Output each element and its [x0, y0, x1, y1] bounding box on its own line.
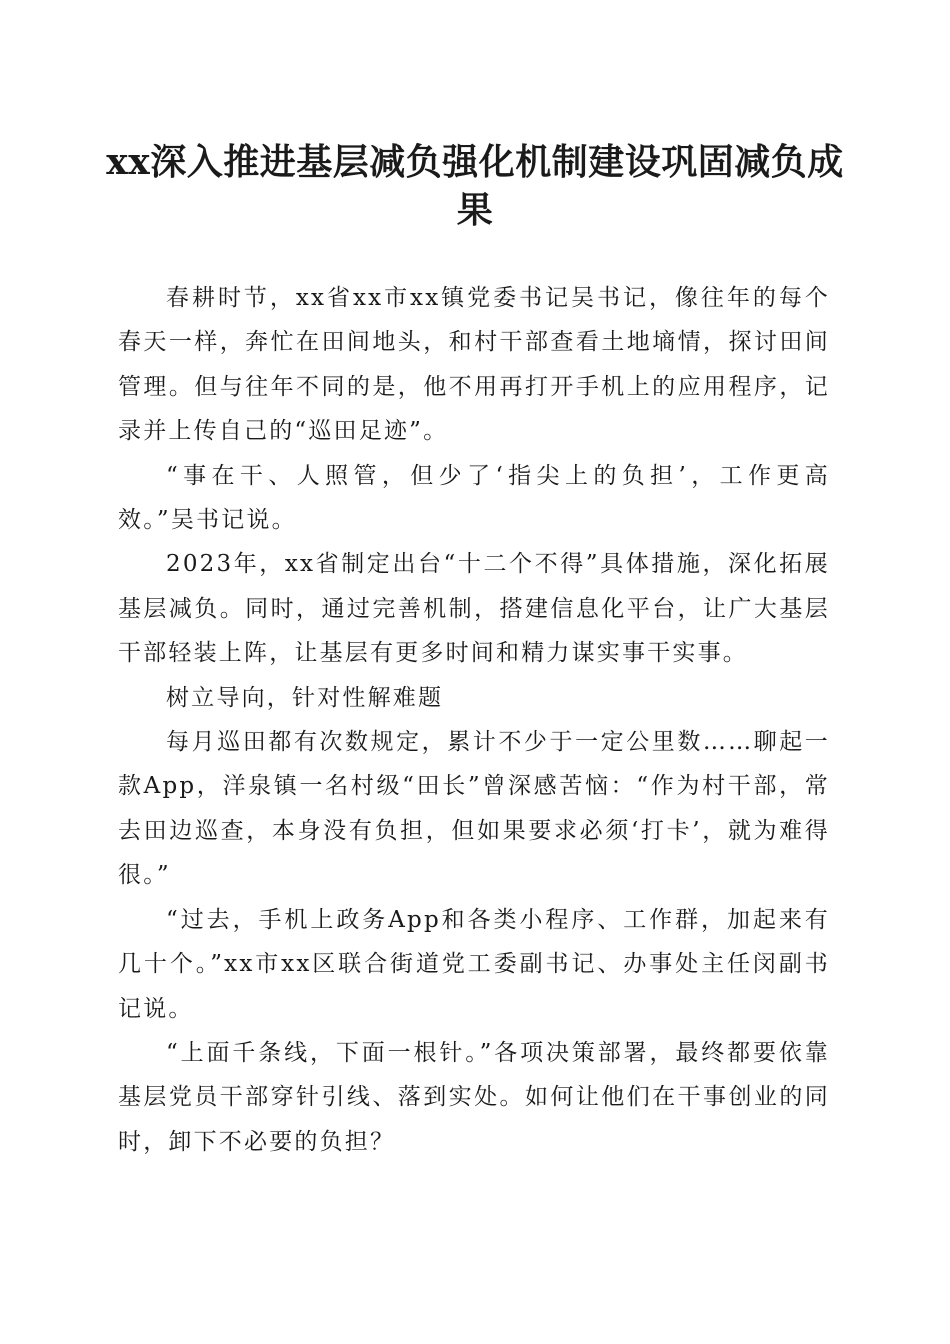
paragraph: “事在干、人照管，但少了‘指尖上的负担’，工作更高效。”吴书记说。 — [118, 462, 830, 534]
document-body — [118, 276, 830, 1164]
paragraph: 2023年，xx省制定出台“十二个不得”具体措施，深化拓展基层减负。同时，通过完善机制，搭建信息化平台，让广大基层干部轻装上阵，让基层有更多时间和精力谋实事干实事。 — [118, 551, 830, 667]
document-title: xx深入推进基层减负强化机制建设巩固减负成果 — [106, 141, 844, 231]
paragraph: 每月巡田都有次数规定，累计不少于一定公里数……聊起一款App，洋泉镇一名村级“田长”曾深感苦恼：“作为村干部，常去田边巡查，本身没有负担，但如果要求必须‘打卡’，就为难得很。” — [118, 729, 830, 889]
paragraph: “上面千条线，下面一根针。”各项决策部署，最终都要依靠基层党员干部穿针引线、落到实处。如何让他们在干事创业的同时，卸下不必要的负担？ — [118, 1039, 830, 1155]
section-heading: 树立导向，针对性解难题 — [166, 684, 444, 711]
paragraph: “过去，手机上政务App和各类小程序、工作群，加起来有几十个。”xx市xx区联合街道党工委副书记、办事处主任闵副书记说。 — [118, 906, 830, 1022]
paragraph: 春耕时节，xx省xx市xx镇党委书记吴书记，像往年的每个春天一样，奔忙在田间地头，和村干部查看土地墒情，探讨田间管理。但与往年不同的是，他不用再打开手机上的应用程序，记录并上传自己的“巡田足迹”。 — [118, 285, 830, 445]
